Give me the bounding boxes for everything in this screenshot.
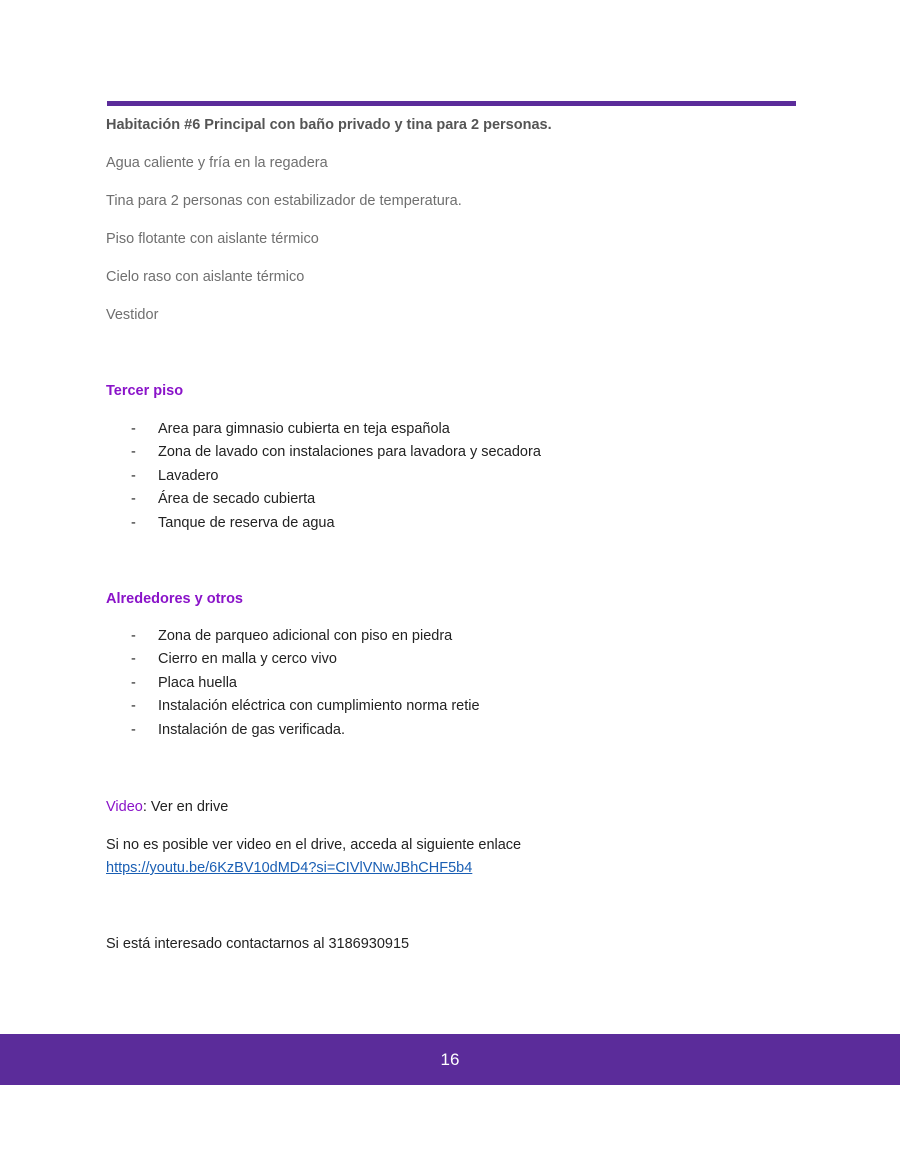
list-item-text: Instalación eléctrica con cumplimiento norma retie	[158, 698, 480, 715]
header-divider	[107, 101, 796, 106]
bullet-dash: -	[131, 444, 136, 461]
contact-text: Si está interesado contactarnos al 3186930915	[106, 936, 410, 952]
room-title: Habitación #6 Principal con baño privado y tina para 2 personas.	[106, 117, 552, 133]
video-line	[106, 799, 228, 815]
video-separator: :	[142, 799, 151, 815]
list-item	[131, 695, 480, 718]
list-item-text: Área de secado cubierta	[158, 491, 316, 508]
footer-bar	[0, 1034, 900, 1085]
section-heading-surroundings: Alrededores y otros	[106, 591, 243, 607]
bullet-dash: -	[131, 651, 136, 668]
list-item	[131, 441, 541, 464]
surroundings-list	[131, 625, 480, 742]
list-item-text: Instalación de gas verificada.	[158, 721, 345, 738]
list-item-text: Cierro en malla y cerco vivo	[158, 651, 337, 668]
alt-video-text: Si no es posible ver video en el drive, acceda al siguiente enlace	[106, 837, 522, 853]
bullet-dash: -	[131, 491, 136, 508]
list-item	[131, 672, 480, 695]
bullet-dash: -	[131, 514, 136, 531]
room-feature: Piso flotante con aislante térmico	[106, 231, 319, 247]
list-item	[131, 418, 541, 441]
list-item	[131, 465, 541, 488]
bullet-dash: -	[131, 721, 136, 738]
third-floor-list	[131, 418, 541, 535]
bullet-dash: -	[131, 421, 136, 437]
list-item	[131, 648, 480, 671]
room-feature: Cielo raso con aislante térmico	[106, 269, 305, 285]
bullet-dash: -	[131, 674, 136, 691]
room-feature: Vestidor	[106, 307, 159, 323]
list-item-text: Zona de lavado con instalaciones para lavadora y secadora	[158, 444, 541, 461]
bullet-dash: -	[131, 628, 136, 644]
video-drive-text: Ver en drive	[150, 799, 229, 815]
list-item	[131, 488, 541, 511]
page-number: 16	[440, 1049, 460, 1069]
list-item	[131, 719, 480, 742]
list-item-text: Placa huella	[158, 674, 237, 691]
room-feature: Tina para 2 personas con estabilizador de temperatura.	[106, 193, 462, 209]
list-item	[131, 625, 480, 648]
video-label: Video	[106, 799, 143, 815]
list-item-text: Lavadero	[158, 467, 219, 484]
section-heading-third-floor: Tercer piso	[106, 383, 184, 399]
bullet-dash: -	[131, 467, 136, 484]
room-feature: Agua caliente y fría en la regadera	[106, 155, 328, 171]
list-item-text: Tanque de reserva de agua	[158, 514, 335, 531]
youtube-link[interactable]: https://youtu.be/6KzBV10dMD4?si=CIVlVNwJBhCHF5b4	[106, 860, 473, 876]
list-item	[131, 512, 541, 535]
list-item-text: Zona de parqueo adicional con piso en piedra	[158, 628, 453, 644]
list-item-text: Area para gimnasio cubierta en teja española	[158, 421, 450, 437]
bullet-dash: -	[131, 698, 136, 715]
